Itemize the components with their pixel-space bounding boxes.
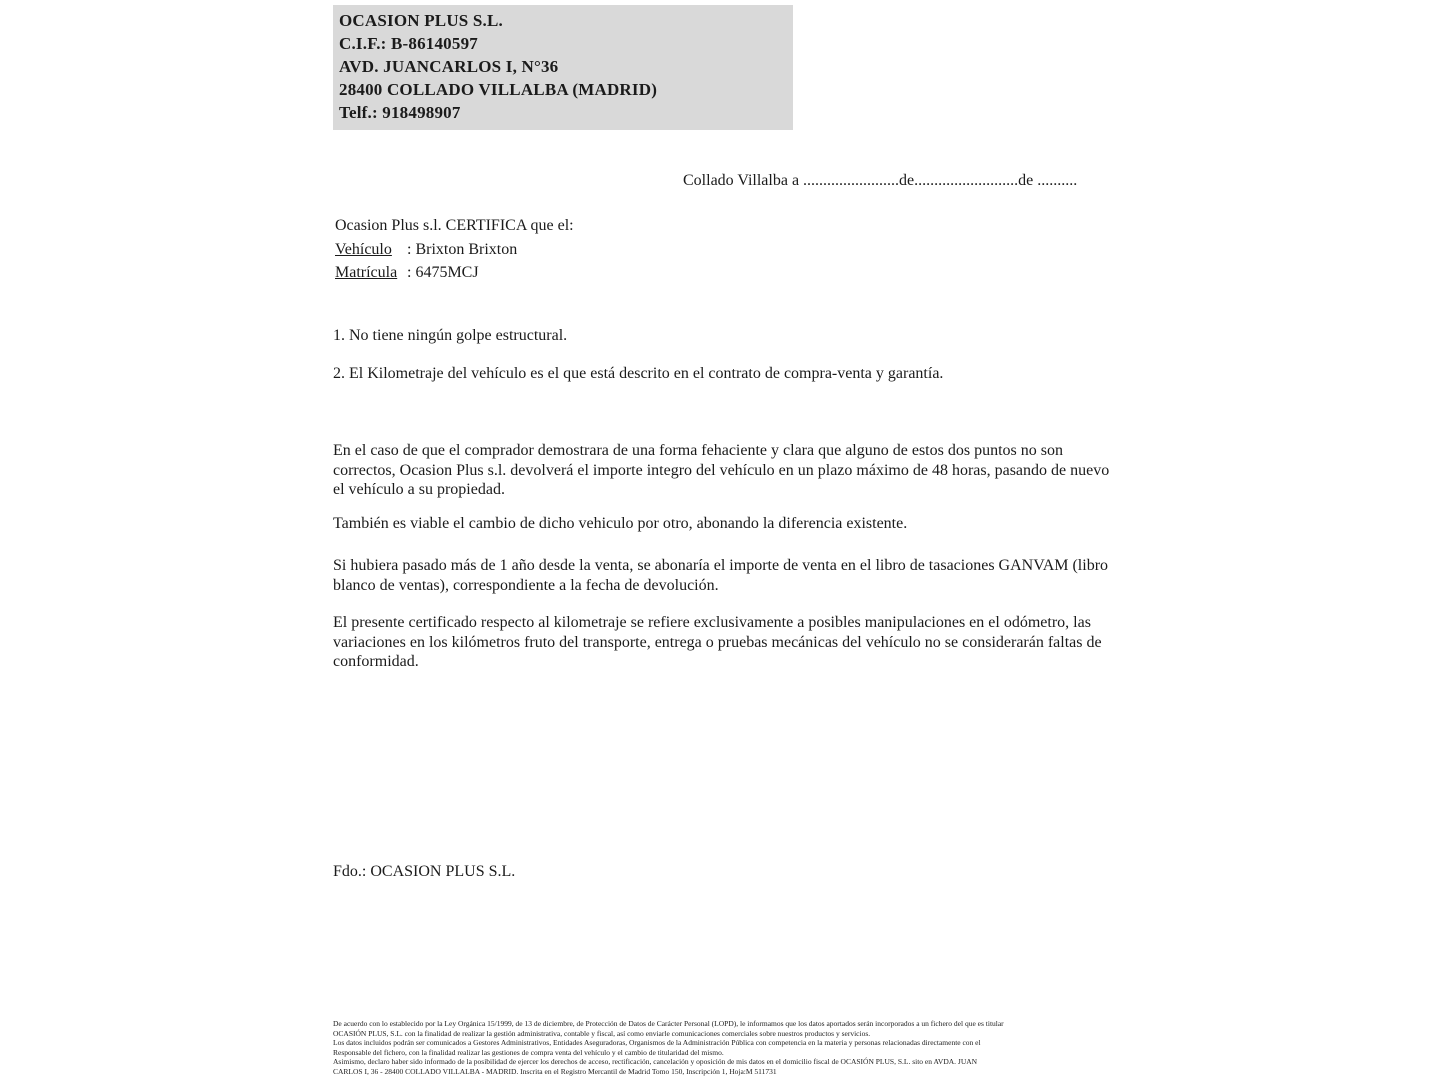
- date-line: Collado Villalba a ........................de..........................de ..........: [683, 172, 1078, 189]
- signature-line: Fdo.: OCASION PLUS S.L.: [333, 863, 516, 880]
- vehicle-separator: :: [407, 241, 416, 258]
- paragraph-ganvam: Si hubiera pasado más de 1 año desde la venta, se abonaría el importe de venta en el libro de tasaciones GANVAM (libro blanco de ventas), correspondiente a la fecha de devolución.: [333, 557, 1109, 594]
- company-cif: C.I.F.: B-86140597: [339, 34, 478, 53]
- legal-line: CARLOS I, 36 - 28400 COLLADO VILLALBA - MADRID. Inscrita en el Registro Mercantil de Madrid Tomo 150, Inscripción 1, Hoja:M 511731: [333, 1066, 777, 1076]
- vehicle-value: Brixton Brixton: [415, 241, 518, 258]
- condition-point-1: 1. No tiene ningún golpe estructural.: [333, 327, 568, 344]
- vehicle-row: [335, 241, 517, 259]
- vehicle-label: Vehículo: [335, 241, 392, 258]
- plate-separator: :: [407, 264, 416, 281]
- company-name: OCASION PLUS S.L.: [339, 11, 503, 30]
- company-address: AVD. JUANCARLOS I, N°36: [339, 57, 559, 76]
- company-header-box: [333, 5, 793, 130]
- certify-intro: Ocasion Plus s.l. CERTIFICA que el:: [335, 217, 574, 234]
- company-phone: Telf.: 918498907: [339, 103, 461, 122]
- paragraph-exchange: También es viable el cambio de dicho vehiculo por otro, abonando la diferencia existente.: [333, 515, 908, 532]
- plate-row: [335, 264, 479, 282]
- plate-label: Matrícula: [335, 264, 398, 281]
- paragraph-refund: En el caso de que el comprador demostrara de una forma fehaciente y clara que alguno de estos dos puntos no son correctos, Ocasion Plus s.l. devolverá el importe integro del vehículo en un plazo máximo de 48 horas, pasando de nuevo el vehículo a su propiedad.: [333, 442, 1110, 498]
- legal-fine-print: [333, 1019, 1333, 1077]
- legal-line: Asimismo, declaro haber sido informado de la posibilidad de ejercer los derechos de acceso, rectificación, cancelación y oposición de mis datos en el domicilio fiscal de OCASIÓN PLUS, S.L. sito en AVDA. JUAN: [333, 1057, 978, 1067]
- condition-point-2: 2. El Kilometraje del vehículo es el que está descrito en el contrato de compra-venta y garantía.: [333, 365, 944, 382]
- plate-value: 6475MCJ: [415, 264, 479, 281]
- legal-line: De acuerdo con lo establecido por la Ley Orgánica 15/1999, de 13 de diciembre, de Protección de Datos de Carácter Personal (LOPD), le informamos que los datos aportados serán incorporados a un fichero del que es titular: [333, 1019, 1004, 1028]
- legal-line: Los datos incluidos podrán ser comunicados a Gestores Administrativos, Entidades Aseguradoras, Organismos de la Administración Pública con competencia en la materia y personas relacionadas directamente con el: [333, 1038, 981, 1048]
- legal-line: Responsable del fichero, con la finalidad realizar las gestiones de compra venta del vehículo y el cambio de titularidad del mismo.: [333, 1047, 724, 1057]
- company-city: 28400 COLLADO VILLALBA (MADRID): [339, 80, 658, 99]
- legal-line: OCASIÓN PLUS, S.L. con la finalidad de realizar la gestión administrativa, contable y fiscal, así como enviarle comunicaciones comerciales sobre nuestros productos y servicios.: [333, 1028, 871, 1038]
- paragraph-odometer: El presente certificado respecto al kilometraje se refiere exclusivamente a posibles manipulaciones en el odómetro, las variaciones en los kilómetros fruto del transporte, entrega o pruebas mecánicas del vehículo no se considerarán faltas de conformidad.: [333, 614, 1102, 670]
